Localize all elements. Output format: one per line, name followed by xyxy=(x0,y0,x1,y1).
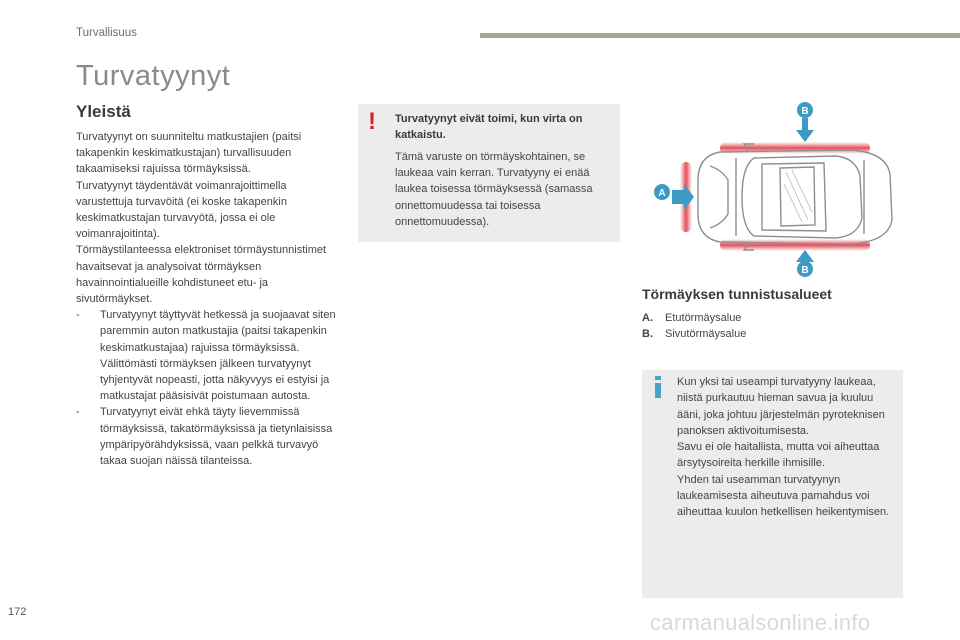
badge-b-top-label: B xyxy=(801,106,809,117)
page-title: Turvatyynyt xyxy=(76,60,231,92)
badge-a xyxy=(654,184,670,200)
section-label: Turvallisuus xyxy=(76,27,137,39)
general-paragraph: Törmäystilanteessa elektroniset törmäystunnistimet havaitsevat ja analysoivat törmäyksen havainnointialueille kohdistuneet etu- ja sivutörmäykset. xyxy=(76,244,327,306)
bullet-mark: - xyxy=(76,309,80,322)
bullet-item xyxy=(76,404,338,469)
badge-a-label: A xyxy=(658,188,666,199)
general-body xyxy=(76,129,338,469)
side-zone-bottom xyxy=(720,239,870,251)
zone-item xyxy=(642,310,746,326)
badge-b-top xyxy=(797,102,813,118)
badge-b-bottom xyxy=(797,261,813,277)
zone-label: Etutörmäysalue xyxy=(665,312,742,324)
page-number: 172 xyxy=(8,606,27,618)
zones-list xyxy=(642,310,746,342)
warning-title: Turvatyynyt eivät toimi, kun virta on katkaistu. xyxy=(395,113,583,141)
section-heading-general: Yleistä xyxy=(76,102,131,121)
bullet-item xyxy=(76,307,338,404)
badge-b-bottom-label: B xyxy=(801,265,809,276)
warning-text: Tämä varuste on törmäyskohtainen, se laukeaa vain kerran. Turvatyyny ei enää laukea toisessa törmäyksessä (samassa onnettomuudessa tai toisessa onnettomuudessa). xyxy=(395,151,593,228)
car-outline xyxy=(698,144,892,250)
warning-icon: ! xyxy=(368,108,376,135)
info-icon xyxy=(655,376,661,398)
info-paragraph: Yhden tai useamman turvatyynyn laukeamisesta aiheutuva pamahdus voi aiheuttaa kuulon hetkellisen heikentymisen. xyxy=(677,473,890,519)
sunroof-lines xyxy=(784,170,812,222)
info-text xyxy=(677,374,897,521)
zones-heading: Törmäyksen tunnistusalueet xyxy=(642,286,832,302)
bullet-mark: - xyxy=(76,406,80,419)
watermark: carmanualsonline.info xyxy=(650,610,871,635)
general-paragraph: Turvatyynyt täydentävät voimanrajoittimella varustettuja turvavöitä (ei koske takapenkin keskimatkustajan turvavyötä, jossa ei ole voimanrajoitinta). xyxy=(76,179,287,241)
zone-key: B. xyxy=(642,328,653,340)
arrow-side-top xyxy=(796,118,814,142)
airbag-zones-figure xyxy=(650,100,910,280)
bullet-text: Turvatyynyt eivät ehkä täyty lievemmissä törmäyksissä, takatörmäyksissä ja tietynlaisissa ympäripyörähdyksissä, vaan pelkkä turvavyö takaa suojan näissä tilanteissa. xyxy=(100,406,333,468)
bullet-text: Turvatyynyt täyttyvät hetkessä ja suojaavat siten paremmin auton matkustajia (paitsi takapenkin keskimatkustajaa) rajuissa törmäyksissä. Välittömästi törmäyksen jälkeen turvatyynyt tyhjentyvät nopeasti, jotta näkyvyys ei estyisi ja matkustajat pääsisivät poistumaan autosta. xyxy=(100,309,336,403)
zone-key: A. xyxy=(642,312,653,324)
info-paragraph: Savu ei ole haitallista, mutta voi aiheuttaa ärsytysoireita herkille ihmisille. xyxy=(677,441,880,470)
zone-label: Sivutörmäysalue xyxy=(665,328,747,340)
header-bar xyxy=(480,33,960,38)
general-paragraph: Turvatyynyt on suunniteltu matkustajien (paitsi takapenkin keskimatkustajan) turvallisuuden takaamiseksi rajuissa törmäyksissä. xyxy=(76,131,302,176)
info-paragraph: Kun yksi tai useampi turvatyyny laukeaa, niistä purkautuu hieman savua ja kuuluu ääni, joka johtuu järjestelmän pyroteknisen panoksen aktivoitumisesta. xyxy=(677,376,885,437)
zone-item xyxy=(642,326,746,342)
